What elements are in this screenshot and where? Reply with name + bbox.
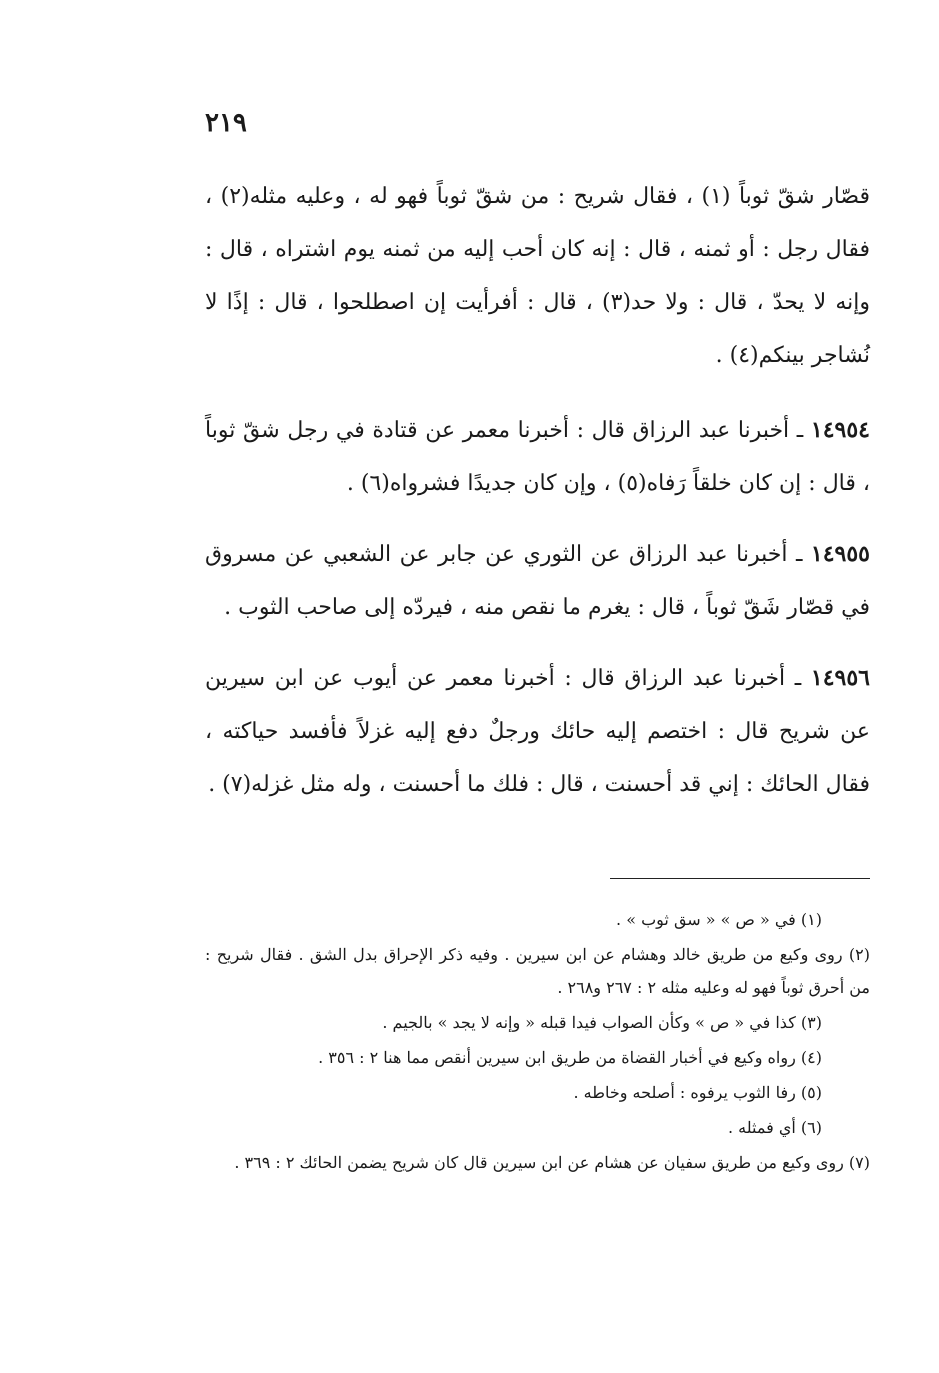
hadith-text: ـ أخبرنا عبد الرزاق قال : أخبرنا معمر عن أيوب عن ابن سيرين عن شريح قال : اختصم إليه حائك ورجلٌ دفع إليه غزلاً فأفسد حياكته ، فقال الحائك : إني قد أحسنت ، قال : فلك ما أحسنت ، وله مثل غزله(٧) .: [205, 666, 870, 797]
footnote-3: (٣) كذا في « ص » وكأن الصواب فيدا قبله « وإنه لا يجد » بالجيم .: [382, 1013, 822, 1032]
continuation-paragraph: قصّار شقّ ثوباً (١) ، فقال شريح : من شقّ ثوباً فهو له ، وعليه مثله(٢) ، فقال رجل : أو ثمنه ، قال : إنه كان أحب إليه من ثمنه يوم اشتراه ، قال : وإنه لا يحدّ ، قال : ولا حد(٣) ، قال : أفرأيت إن اصطلحوا ، قال : إذًا لا نُشاجر بينكم(٤) .: [205, 184, 870, 368]
footnote-1: (١) في « ص » « سق ثوب » .: [616, 910, 822, 929]
hadith-number: ١٤٩٥٤: [810, 417, 870, 443]
footnotes: [205, 903, 870, 1181]
footnote-7: (٧) روى وكيع من طريق سفيان عن هشام عن ابن سيرين قال كان شريح يضمن الحائك ٢ : ٣٦٩ .: [234, 1153, 870, 1172]
footnote-4: (٤) رواه وكيع في أخبار القضاة من طريق ابن سيرين أنقص مما هنا ٢ : ٣٥٦ .: [318, 1048, 822, 1067]
footnote-divider: [610, 878, 870, 879]
hadith-number: ١٤٩٥٥: [810, 541, 870, 567]
hadith-paragraph: [205, 652, 870, 811]
footnote-6: (٦) أي فمثله .: [728, 1118, 822, 1137]
hadith-number: ١٤٩٥٦: [810, 665, 870, 691]
footnote-5: (٥) رفا الثوب يرفوه : أصلحه وخاطه .: [573, 1083, 822, 1102]
page-number: ٢١٩: [205, 108, 247, 138]
hadith-paragraph: [205, 528, 870, 634]
hadith-text: ـ أخبرنا عبد الرزاق قال : أخبرنا معمر عن قتادة في رجل شقّ ثوباً ، قال : إن كان خلقاً رَفاه(٥) ، وإن كان جديدًا فشرواه(٦) .: [205, 418, 870, 496]
footnote-2: (٢) روى وكيع من طريق خالد وهشام عن ابن سيرين . وفيه ذكر الإحراق بدل الشق . فقال شريح : من أحرق ثوباً فهو له وعليه مثله ٢ : ٢٦٧ و٢٦٨ .: [205, 945, 870, 997]
hadith-paragraph: [205, 404, 870, 510]
main-text: [205, 170, 870, 829]
hadith-text: ـ أخبرنا عبد الرزاق عن الثوري عن جابر عن الشعبي عن مسروق في قصّار شَقّ ثوباً ، قال : يغرم ما نقص منه ، فيردّه إلى صاحب الثوب .: [205, 542, 870, 620]
